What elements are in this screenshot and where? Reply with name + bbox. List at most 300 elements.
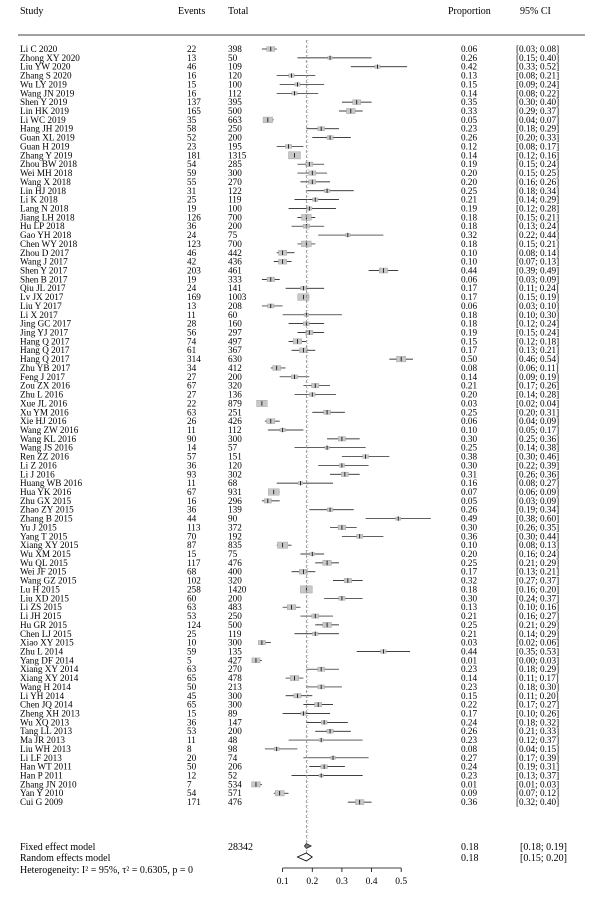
study-proportion: 0.36 [461,531,478,542]
study-proportion: 0.24 [461,717,478,728]
study-ci: [0.15; 0.24] [516,159,560,170]
random-effect-diamond [297,853,312,861]
study-ci: [0.08; 0.13] [516,540,560,551]
study-ci: [0.08; 0.14] [516,247,560,258]
study-row [20,168,559,178]
study-row [20,124,559,134]
study-ci: [0.15; 0.24] [516,327,560,338]
study-row [20,301,559,311]
study-total: 200 [228,221,242,232]
study-proportion: 0.38 [461,451,478,462]
study-proportion: 0.08 [461,743,478,754]
study-row [20,390,559,400]
study-ci: [0.12; 0.16] [516,150,560,161]
study-total: 300 [228,168,242,179]
study-row [20,691,559,701]
study-proportion: 0.31 [461,469,478,480]
study-events: 90 [187,433,197,444]
study-events: 26 [187,416,197,427]
study-name: Zhang JN 2010 [20,779,77,790]
study-proportion: 0.15 [461,79,478,90]
study-row [20,762,559,772]
study-total: 412 [228,362,242,373]
study-row [20,452,559,462]
study-row [20,664,559,674]
study-name: Zhao ZY 2015 [20,504,74,515]
study-name: Zhu GX 2015 [20,495,72,506]
study-total: 112 [228,424,242,435]
study-proportion: 0.27 [461,752,478,763]
study-name: Wang J 2017 [20,256,68,267]
study-name: Chen LJ 2015 [20,628,72,639]
study-total: 476 [228,557,242,568]
study-ci: [0.11; 0.17] [516,673,559,684]
study-total: 663 [228,114,242,125]
study-proportion: 0.26 [461,132,478,143]
study-row [20,584,559,594]
study-events: 23 [187,141,197,152]
study-total: 1420 [228,584,247,595]
study-total: 931 [228,487,242,497]
heterogeneity-text: Heterogeneity: I² = 95%, τ² = 0.6305, p = 0 [20,865,194,876]
study-total: 208 [228,300,242,311]
study-total: 270 [228,664,242,675]
study-events: 67 [187,380,197,391]
study-total: 119 [228,194,242,205]
study-proportion: 0.13 [461,70,478,81]
study-name: Feng J 2017 [20,371,65,382]
study-row [20,558,559,568]
study-ci: [0.04; 0.15] [516,743,560,754]
study-total: 135 [228,646,242,657]
study-name: Yu J 2015 [20,522,57,533]
study-total: 285 [228,159,242,170]
study-proportion: 0.15 [461,336,478,347]
study-total: 52 [228,770,238,781]
study-events: 15 [187,79,197,90]
study-row [20,283,559,293]
study-proportion: 0.26 [461,504,478,515]
study-events: 13 [187,52,197,63]
study-events: 36 [187,221,197,232]
study-ci: [0.15; 0.19] [516,292,560,303]
study-proportion: 0.06 [461,300,478,311]
study-total: 139 [228,504,242,515]
study-events: 14 [187,442,197,453]
study-proportion: 0.25 [461,442,478,453]
study-events: 16 [187,495,197,506]
study-proportion: 0.23 [461,770,478,781]
study-row [20,53,559,63]
study-total: 112 [228,88,242,99]
study-name: Wu XM 2015 [20,549,71,560]
study-total: 442 [228,247,242,258]
study-total: 300 [228,637,242,648]
study-proportion: 0.15 [461,690,478,701]
study-events: 25 [187,194,197,205]
study-row [20,328,559,338]
study-events: 36 [187,504,197,515]
study-events: 54 [187,788,197,799]
random-effect-ci: [0.15; 0.20] [520,853,567,864]
study-name: Li C 2020 [20,44,58,54]
study-events: 13 [187,300,197,311]
x-tick-label: 0.2 [306,877,319,887]
study-events: 35 [187,114,197,125]
study-ci: [0.03; 0.10] [516,300,560,311]
study-name: Zhang S 2020 [20,70,72,81]
study-proportion: 0.26 [461,52,478,63]
study-name: Hang Q 2017 [20,354,70,365]
study-total: 109 [228,61,242,72]
study-name: Han WT 2011 [20,761,72,772]
study-name: Li LF 2013 [20,752,62,763]
study-total: 700 [228,212,242,223]
study-ci: [0.13; 0.24] [516,221,560,232]
study-ci: [0.14; 0.29] [516,194,560,205]
study-total: 89 [228,708,238,719]
study-ci: [0.15; 0.25] [516,168,560,179]
study-total: 483 [228,602,242,613]
study-ci: [0.11; 0.20] [516,690,559,701]
study-total: 476 [228,797,242,808]
study-events: 42 [187,256,197,267]
study-total: 630 [228,354,242,365]
study-name: Zhou D 2017 [20,247,69,258]
study-name: Guan H 2019 [20,141,70,152]
study-name: Shen Y 2017 [20,265,68,276]
study-events: 59 [187,646,197,657]
study-ci: [0.01; 0.03] [516,779,560,790]
study-events: 12 [187,770,197,781]
study-events: 61 [187,345,197,356]
study-row [20,203,559,213]
study-row [20,797,559,807]
study-events: 11 [187,478,196,489]
study-ci: [0.18; 0.32] [516,717,560,728]
study-ci: [0.05; 0.17] [516,424,560,435]
study-events: 74 [187,336,197,347]
study-row [20,372,559,382]
study-total: 700 [228,238,242,249]
study-name: Yan Y 2010 [20,788,64,799]
study-total: 879 [228,398,242,409]
study-proportion: 0.18 [461,309,478,320]
study-row [20,469,559,479]
study-row [20,673,559,683]
study-ci: [0.03; 0.09] [516,274,560,285]
study-name: Xiang XY 2014 [20,664,79,675]
study-row [20,292,559,302]
study-ci: [0.22; 0.39] [516,460,560,471]
study-proportion: 0.17 [461,345,478,356]
study-name: Han P 2011 [20,770,63,781]
fixed-effect-proportion: 0.18 [461,842,479,853]
study-name: Chen JQ 2014 [20,699,73,710]
study-ci: [0.15; 0.21] [516,212,560,223]
study-ci: [0.39; 0.49] [516,265,560,276]
study-row [20,274,559,284]
study-name: Zheng XH 2013 [20,708,80,719]
study-proportion: 0.03 [461,637,478,648]
study-events: 36 [187,717,197,728]
study-row [20,717,559,727]
study-name: Zhu L 2014 [20,646,64,657]
study-total: 372 [228,522,242,533]
study-events: 65 [187,673,197,684]
study-events: 58 [187,123,197,134]
study-ci: [0.17; 0.26] [516,380,560,391]
study-row [20,753,559,763]
study-name: Wang JS 2016 [20,442,73,453]
study-name: Ma JR 2013 [20,735,65,746]
study-name: Yang T 2015 [20,531,68,542]
study-name: Wang GZ 2015 [20,575,77,586]
study-events: 45 [187,690,197,701]
study-name: Wu LY 2019 [20,79,67,90]
study-name: Wu QL 2015 [20,557,68,568]
study-ci: [0.00; 0.03] [516,655,560,666]
study-row [20,629,559,639]
study-total: 213 [228,681,242,692]
study-total: 98 [228,743,238,754]
study-total: 500 [228,106,242,117]
fixed-effect-label: Fixed effect model [20,842,96,853]
study-events: 24 [187,283,197,294]
study-ci: [0.24; 0.37] [516,593,560,604]
study-events: 171 [187,797,201,808]
study-proportion: 0.16 [461,478,478,489]
study-ci: [0.07; 0.13] [516,256,560,267]
study-proportion: 0.25 [461,557,478,568]
random-effect-proportion: 0.18 [461,853,479,864]
study-name: Wang KL 2016 [20,433,77,444]
study-proportion: 0.50 [461,354,478,365]
study-events: 102 [187,575,201,586]
study-ci: [0.04; 0.09] [516,416,560,427]
study-events: 10 [187,637,197,648]
study-row [20,726,559,736]
study-events: 31 [187,185,197,196]
study-name: Cui G 2009 [20,797,63,808]
study-proportion: 0.14 [461,371,478,382]
study-row [20,646,559,656]
study-proportion: 0.21 [461,628,478,639]
study-name: Wang X 2018 [20,176,71,187]
study-proportion: 0.23 [461,123,478,134]
study-ci: [0.13; 0.21] [516,566,560,577]
study-name: Li WC 2019 [20,114,66,125]
study-row [20,381,559,391]
study-name: Xu YM 2016 [20,407,69,418]
study-proportion: 0.32 [461,575,478,586]
study-proportion: 0.30 [461,460,478,471]
study-proportion: 0.18 [461,584,478,595]
study-ci: [0.16; 0.24] [516,549,560,560]
study-total: 835 [228,540,242,551]
study-row [20,576,559,586]
study-total: 200 [228,132,242,143]
study-ci: [0.08; 0.21] [516,70,560,81]
study-events: 20 [187,752,197,763]
study-events: 258 [187,584,201,595]
study-ci: [0.18; 0.29] [516,664,560,675]
study-events: 36 [187,460,197,471]
study-name: Zhong XY 2020 [20,52,80,63]
study-total: 136 [228,389,242,400]
study-name: Xie HJ 2016 [20,416,67,427]
study-ci: [0.17; 0.27] [516,699,560,710]
study-events: 15 [187,708,197,719]
study-row [20,771,559,781]
study-proportion: 0.24 [461,761,478,772]
study-name: Zou ZX 2016 [20,380,71,391]
study-proportion: 0.21 [461,611,478,622]
study-total: 500 [228,619,242,630]
study-row [20,567,559,577]
study-total: 250 [228,123,242,134]
study-events: 53 [187,611,197,622]
study-total: 497 [228,336,242,347]
study-ci: [0.35; 0.53] [516,646,560,657]
study-events: 5 [187,655,192,666]
study-proportion: 0.19 [461,327,478,338]
study-ci: [0.22; 0.44] [516,230,560,241]
fixed-effect-total: 28342 [228,842,253,853]
study-proportion: 0.01 [461,779,478,790]
study-total: 141 [228,283,242,294]
x-tick-label: 0.3 [335,877,348,887]
study-total: 300 [228,699,242,710]
study-events: 63 [187,664,197,675]
study-row [20,71,559,81]
random-effect-label: Random effects model [20,853,111,864]
study-name: Liu Y 2017 [20,300,62,311]
study-proportion: 0.26 [461,726,478,737]
study-total: 151 [228,451,242,462]
study-name: Lin HK 2019 [20,106,69,117]
header-ci: 95% CI [520,6,551,17]
study-ci: [0.13; 0.21] [516,345,560,356]
study-proportion: 0.09 [461,788,478,799]
study-row [20,788,559,798]
study-name: Gao YH 2018 [20,230,72,241]
study-ci: [0.06; 0.11] [516,362,559,373]
study-row [20,257,559,267]
study-row [20,416,559,426]
study-events: 117 [187,557,201,568]
study-total: 571 [228,788,242,799]
study-name: Liu XD 2015 [20,593,69,604]
study-proportion: 0.17 [461,566,478,577]
study-total: 300 [228,690,242,701]
study-row [20,700,559,710]
study-proportion: 0.30 [461,522,478,533]
study-proportion: 0.19 [461,159,478,170]
study-name: Zhu L 2016 [20,389,64,400]
study-proportion: 0.17 [461,292,478,303]
study-row [20,549,559,559]
study-total: 120 [228,460,242,471]
study-name: Hang Q 2017 [20,345,70,356]
x-tick-label: 0.1 [276,877,289,887]
study-name: Zhu YB 2017 [20,362,71,373]
study-name: Guan XL 2019 [20,132,75,143]
study-row [20,345,559,355]
study-ci: [0.20; 0.31] [516,407,560,418]
study-name: Chen WY 2018 [20,238,78,249]
study-ci: [0.13; 0.37] [516,770,560,781]
study-proportion: 0.18 [461,318,478,329]
study-ci: [0.18; 0.34] [516,185,560,196]
study-row [20,239,559,249]
study-total: 147 [228,717,242,728]
study-name: Wei JF 2015 [20,566,67,577]
study-row [20,602,559,612]
study-total: 192 [228,531,242,542]
study-name: Ren ZZ 2016 [20,451,69,462]
study-name: Tang LL 2013 [20,726,73,737]
study-ci: [0.33; 0.52] [516,61,560,72]
study-total: 74 [228,752,238,763]
study-row [20,425,559,435]
study-row [20,487,559,497]
study-proportion: 0.23 [461,735,478,746]
study-ci: [0.04; 0.07] [516,114,560,125]
study-ci: [0.26; 0.35] [516,522,560,533]
study-ci: [0.11; 0.24] [516,283,559,294]
study-total: 534 [228,779,242,790]
study-total: 100 [228,203,242,214]
study-events: 53 [187,726,197,737]
study-proportion: 0.20 [461,168,478,179]
study-events: 314 [187,354,201,365]
study-row [20,709,559,719]
study-ci: [0.16; 0.26] [516,176,560,187]
study-row [20,398,559,408]
study-events: 50 [187,761,197,772]
study-events: 8 [187,743,192,754]
study-ci: [0.21; 0.33] [516,726,560,737]
study-total: 48 [228,735,238,746]
study-name: Qiu JL 2017 [20,283,66,294]
x-tick-label: 0.4 [365,877,378,887]
study-total: 302 [228,469,242,480]
study-name: Lu H 2015 [20,584,60,595]
study-ci: [0.02; 0.06] [516,637,560,648]
study-ci: [0.06; 0.09] [516,487,560,497]
study-ci: [0.10; 0.26] [516,708,560,719]
study-ci: [0.12; 0.24] [516,318,560,329]
study-proportion: 0.07 [461,487,478,497]
study-proportion: 0.20 [461,176,478,187]
study-proportion: 0.20 [461,549,478,560]
study-name: Hang Q 2017 [20,336,70,347]
study-proportion: 0.30 [461,433,478,444]
study-name: Zhou BW 2018 [20,159,77,170]
study-name: Xiang XY 2015 [20,540,79,551]
study-proportion: 0.19 [461,203,478,214]
study-total: 251 [228,407,242,418]
study-ci: [0.19; 0.31] [516,761,560,772]
study-total: 120 [228,70,242,81]
study-ci: [0.10; 0.16] [516,602,560,613]
study-row [20,106,559,116]
study-proportion: 0.12 [461,141,478,152]
study-name: Wang JN 2019 [20,88,75,99]
study-ci: [0.02; 0.04] [516,398,560,409]
study-events: 19 [187,274,197,285]
